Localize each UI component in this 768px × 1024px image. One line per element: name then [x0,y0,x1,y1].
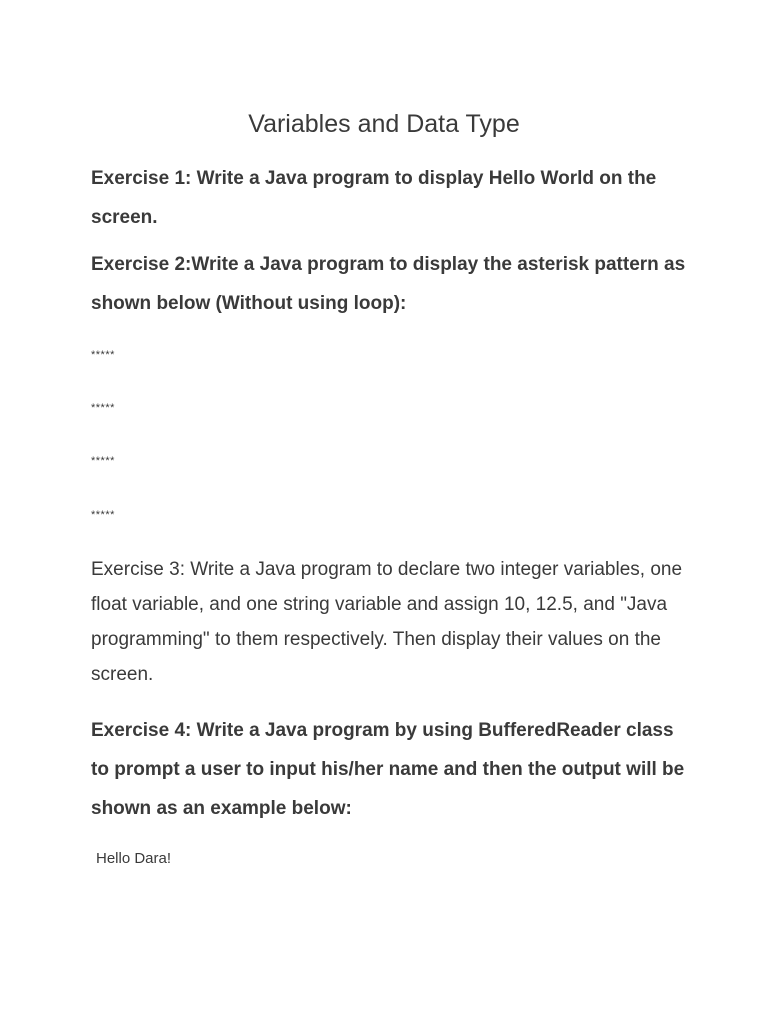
asterisk-row: ***** [91,402,115,414]
sample-output: Hello Dara! [96,850,172,867]
page-title: Variables and Data Type [248,110,520,138]
exercise-1: Exercise 1: Write a Java program to display Hello World on the screen. [91,168,657,228]
asterisk-row: ***** [91,349,115,361]
exercise-4: Exercise 4: Write a Java program by using BufferedReader class to prompt a user to input his/her name and then the output will be shown as an example below: [91,720,685,819]
exercise-2: Exercise 2:Write a Java program to display the asterisk pattern as shown below (Without using loop): [91,254,686,314]
asterisk-row: ***** [91,509,115,521]
asterisk-row: ***** [91,455,115,467]
exercise-3: Exercise 3: Write a Java program to declare two integer variables, one float variable, and one string variable and assign 10, 12.5, and "Java programming" to them respectively. Then display their values on the screen. [91,559,683,685]
